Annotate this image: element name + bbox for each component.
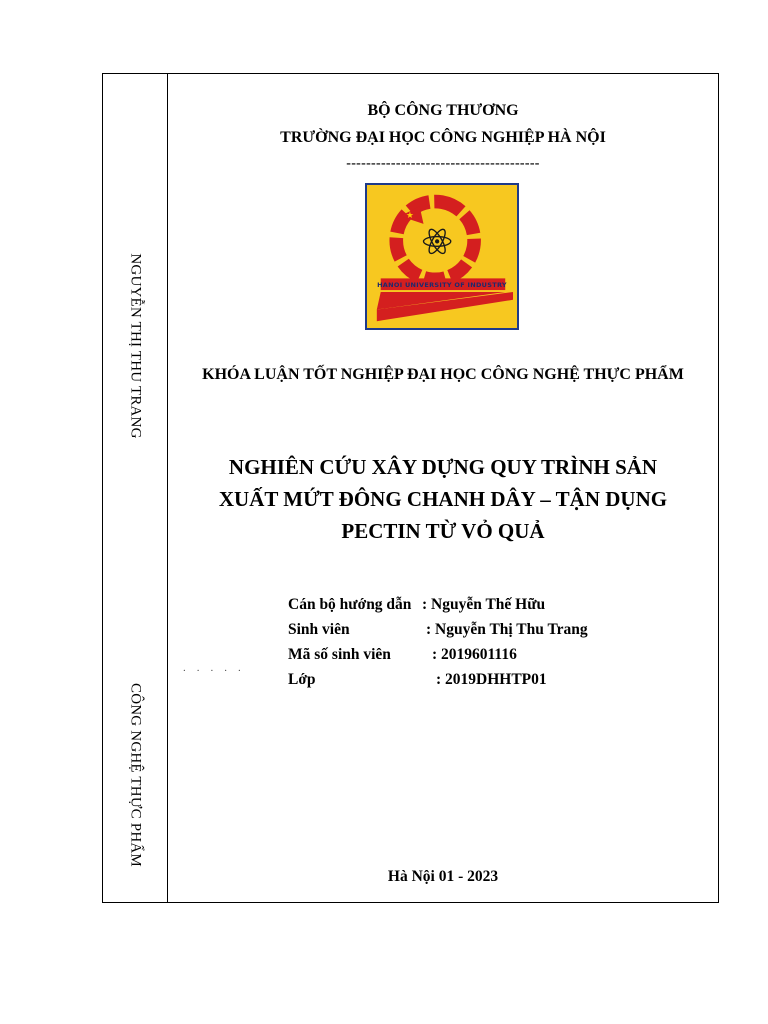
logo-caption: HANOI UNIVERSITY OF INDUSTRY bbox=[377, 281, 507, 289]
class-label: Lớp bbox=[288, 671, 316, 688]
spine-major: CÔNG NGHỆ THỰC PHẨM bbox=[127, 683, 144, 867]
student-value: : Nguyễn Thị Thu Trang bbox=[426, 621, 588, 638]
university-name: TRƯỜNG ĐẠI HỌC CÔNG NGHIỆP HÀ NỘI bbox=[280, 129, 606, 146]
decorative-dots: ..... bbox=[183, 662, 252, 674]
ministry-name: BỘ CÔNG THƯƠNG bbox=[367, 102, 519, 119]
thesis-title bbox=[168, 451, 718, 547]
title-line-2: XUẤT MỨT ĐÔNG CHANH DÂY – TẬN DỤNG bbox=[218, 487, 668, 511]
student-label: Sinh viên bbox=[288, 621, 350, 638]
city-date: Hà Nội 01 - 2023 bbox=[387, 868, 499, 885]
class-value: : 2019DHHTP01 bbox=[436, 671, 547, 688]
header-separator: --------------------------------------- bbox=[346, 156, 540, 171]
spine-author: NGUYỄN THỊ THU TRANG bbox=[127, 253, 144, 439]
supervisor-label: Cán bộ hướng dẫn bbox=[288, 596, 412, 613]
thesis-type: KHÓA LUẬN TỐT NGHIỆP ĐẠI HỌC CÔNG NGHỆ THỰC PHẨM bbox=[202, 366, 684, 383]
university-logo bbox=[365, 183, 519, 330]
cover-main bbox=[168, 74, 718, 902]
title-line-1: NGHIÊN CỨU XÂY DỰNG QUY TRÌNH SẢN bbox=[228, 455, 658, 479]
cover-frame bbox=[102, 73, 719, 903]
student-id-value: : 2019601116 bbox=[432, 646, 517, 663]
svg-text:★: ★ bbox=[405, 211, 414, 222]
supervisor-value: : Nguyễn Thế Hữu bbox=[422, 596, 546, 613]
title-line-3: PECTIN TỪ VỎ QUẢ bbox=[341, 519, 545, 543]
spine-column bbox=[103, 74, 168, 902]
logo-emblem-icon bbox=[367, 185, 517, 328]
student-id-label: Mã số sinh viên bbox=[288, 646, 391, 663]
